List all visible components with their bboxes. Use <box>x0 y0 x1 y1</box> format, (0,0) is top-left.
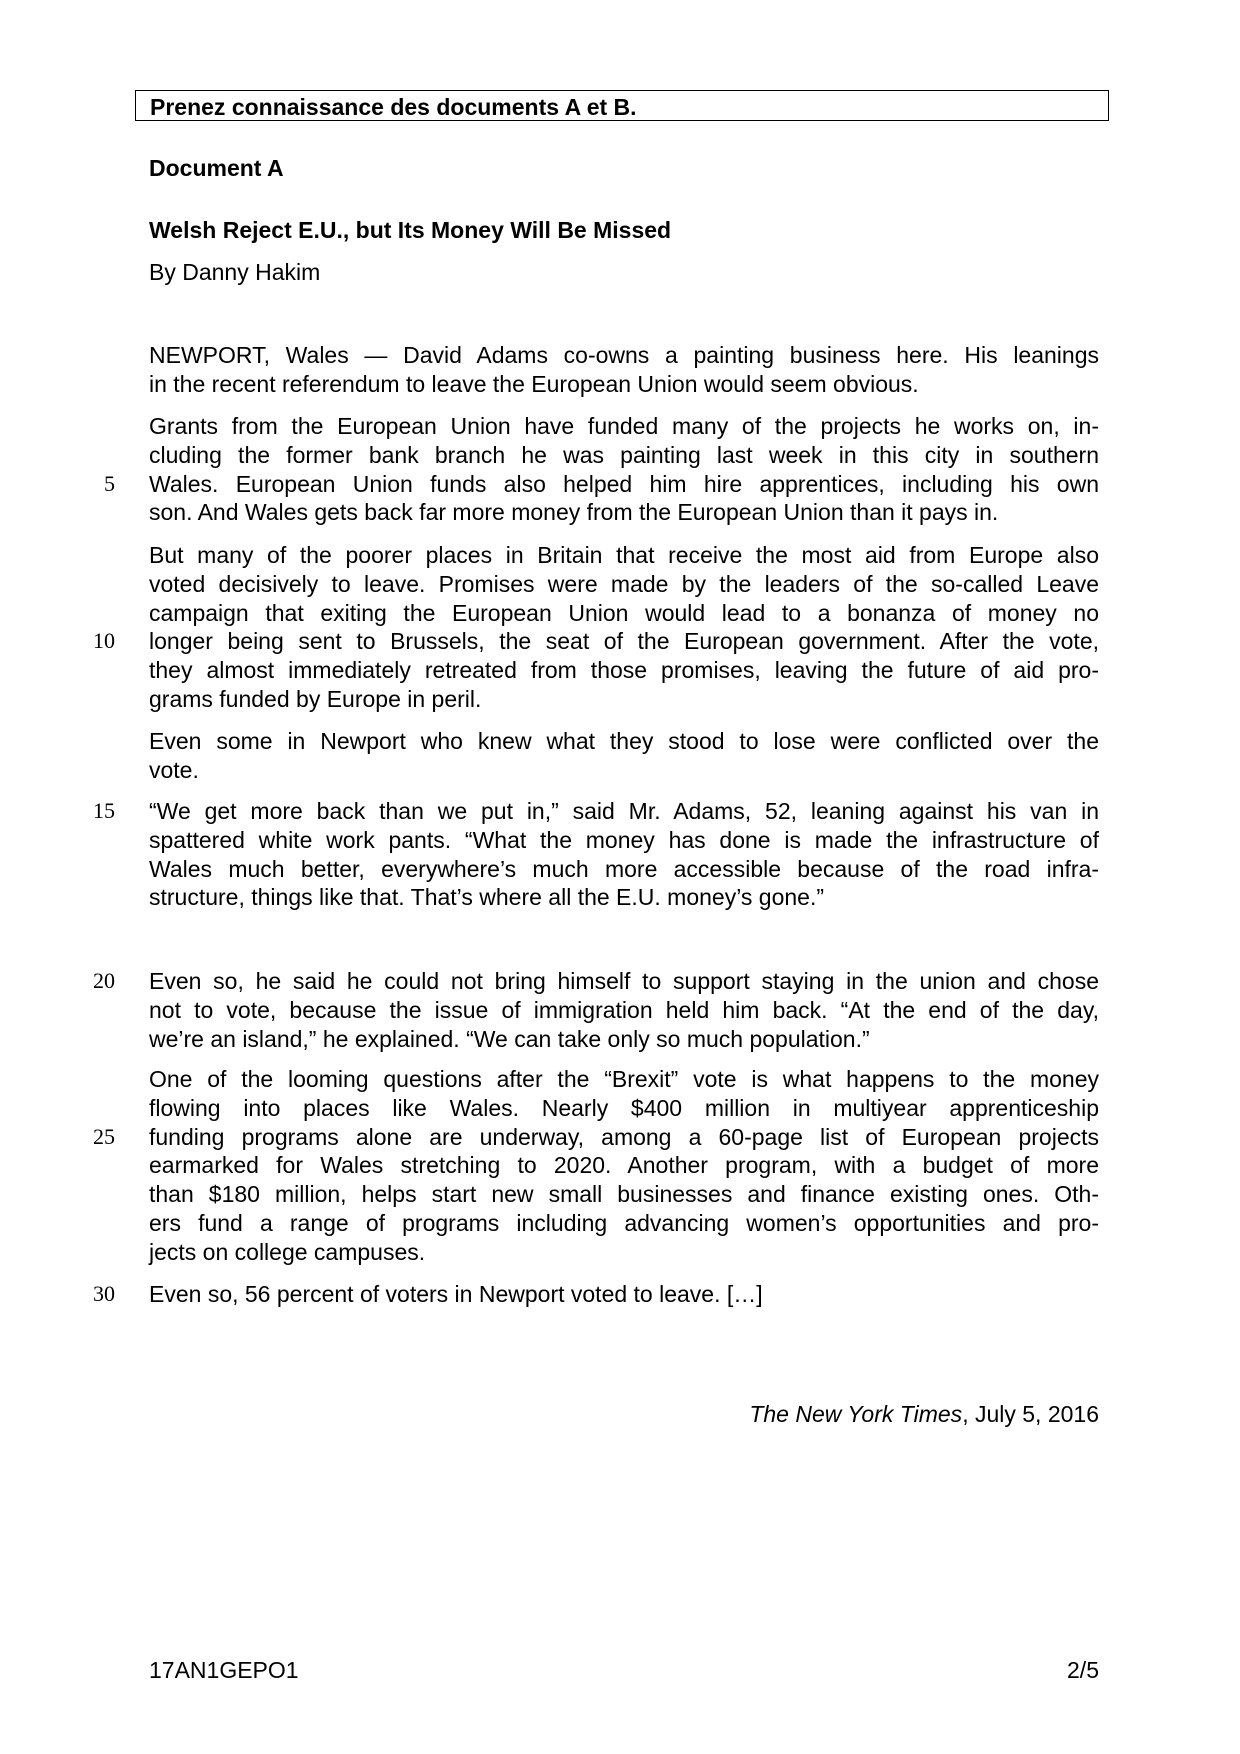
publication-name: The New York Times <box>749 1401 963 1427</box>
text-line: voted decisively to leave. Promises were made by the leaders of the so-called Leave <box>149 570 1099 597</box>
text-line: flowing into places like Wales. Nearly $400 million in multiyear apprenticeship <box>149 1094 1099 1121</box>
instruction-text: Prenez connaissance des documents A et B. <box>150 94 637 120</box>
text-line: NEWPORT, Wales — David Adams co-owns a painting business here. His leanings <box>149 342 1099 368</box>
text-line: earmarked for Wales stretching to 2020. Another program, with a budget of more <box>149 1152 1099 1179</box>
text-line: Even so, he said he could not bring himself to support staying in the union and chose <box>149 968 1099 994</box>
text-line: “We get more back than we put in,” said Mr. Adams, 52, leaning against his van in <box>149 798 1099 824</box>
text-line: vote. <box>149 756 199 783</box>
text-line: Grants from the European Union have funded many of the projects he works on, in- <box>149 413 1099 439</box>
text-line: than $180 million, helps start new small businesses and finance existing ones. Oth- <box>149 1181 1099 1208</box>
line-number: 30 <box>93 1281 115 1306</box>
text-line: But many of the poorer places in Britain that receive the most aid from Europe also <box>149 542 1099 568</box>
text-line: funding programs alone are underway, among a 60-page list of European projects <box>149 1123 1099 1150</box>
text-line: Wales much better, everywhere’s much more accessible because of the road infra- <box>149 855 1099 882</box>
text-line: spattered white work pants. “What the money has done is made the infrastructure of <box>149 826 1099 853</box>
text-line: Wales. European Union funds also helped him hire apprentices, including his own <box>149 470 1099 497</box>
line-number: 25 <box>93 1124 115 1149</box>
article-paragraph <box>149 341 1099 399</box>
publication-date: , July 5, 2016 <box>962 1401 1099 1427</box>
article-paragraph <box>149 541 1099 714</box>
text-line: Even some in Newport who knew what they stood to lose were conflicted over the <box>149 728 1099 754</box>
article-byline: By Danny Hakim <box>149 259 321 285</box>
text-line: not to vote, because the issue of immigration held him back. “At the end of the day, <box>149 996 1099 1023</box>
text-line: jects on college campuses. <box>149 1238 426 1265</box>
text-line: we’re an island,” he explained. “We can take only so much population.” <box>149 1025 870 1052</box>
line-number: 5 <box>104 471 115 496</box>
line-number: 15 <box>93 798 115 823</box>
text-line: in the recent referendum to leave the European Union would seem obvious. <box>149 370 919 397</box>
article-headline: Welsh Reject E.U., but Its Money Will Be Missed <box>149 217 672 243</box>
text-line: longer being sent to Brussels, the seat of the European government. After the vote, <box>149 628 1099 655</box>
text-line: Even so, 56 percent of voters in Newport voted to leave. […] <box>149 1281 763 1307</box>
text-line: campaign that exiting the European Union would lead to a bonanza of money no <box>149 599 1099 626</box>
article-paragraph <box>149 967 1099 1053</box>
article-paragraph <box>149 412 1099 527</box>
instruction-box <box>135 90 1109 121</box>
text-line: they almost immediately retreated from those promises, leaving the future of aid pro- <box>149 657 1099 684</box>
line-number: 20 <box>93 968 115 993</box>
exam-code: 17AN1GEPO1 <box>149 1657 299 1683</box>
article-paragraph <box>149 797 1099 912</box>
text-line: structure, things like that. That’s where all the E.U. money’s gone.” <box>149 884 825 911</box>
text-line: son. And Wales gets back far more money from the European Union than it pays in. <box>149 499 999 526</box>
source-citation <box>149 1401 1099 1428</box>
line-number: 10 <box>93 628 115 653</box>
article-paragraph <box>149 727 1099 785</box>
text-line: ers fund a range of programs including advancing women’s opportunities and pro- <box>149 1209 1099 1236</box>
document-label: Document A <box>149 155 284 181</box>
text-line: grams funded by Europe in peril. <box>149 685 482 712</box>
text-line: cluding the former bank branch he was painting last week in this city in southern <box>149 441 1099 468</box>
article-paragraph <box>149 1280 1099 1309</box>
text-line: One of the looming questions after the “Brexit” vote is what happens to the money <box>149 1066 1099 1092</box>
page-number: 2/5 <box>1067 1657 1099 1683</box>
article-paragraph <box>149 1065 1099 1267</box>
